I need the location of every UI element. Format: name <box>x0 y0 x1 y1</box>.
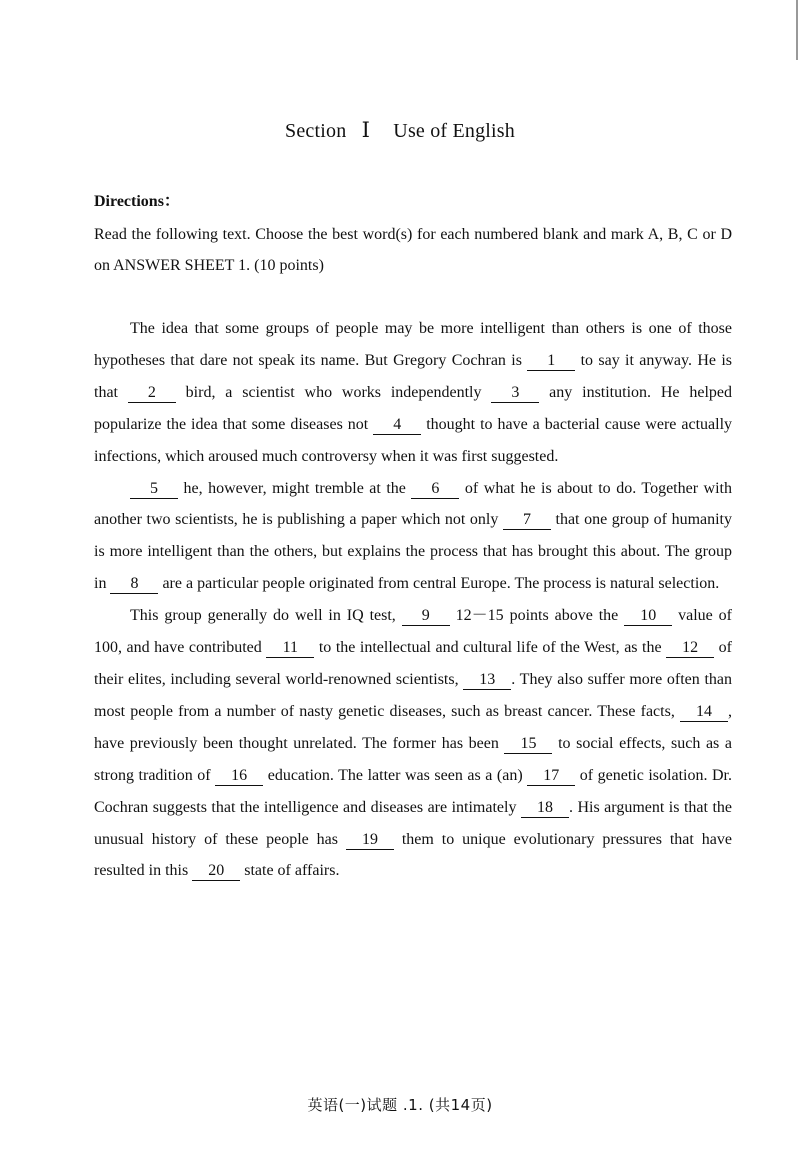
passage-text: state of affairs. <box>240 862 340 880</box>
passage-text: . They also suffer more often than most people from a number of nasty genetic diseases, such as breast cancer. These facts, <box>94 670 733 720</box>
blank-5: 5 <box>130 480 178 499</box>
section-label: Section <box>285 120 347 142</box>
passage-text: value of 100, and have contributed <box>94 607 732 657</box>
section-roman-numeral: Ⅰ <box>361 118 371 142</box>
passage-text: . His argument is that the unusual history of these people has <box>94 798 732 848</box>
passage-text: them to unique evolutionary pressures that have resulted in this <box>94 830 732 880</box>
blank-16: 16 <box>215 767 263 786</box>
passage-text: to the intellectual and cultural life of the West, as the <box>314 639 667 657</box>
blank-15: 15 <box>504 735 552 754</box>
blank-17: 17 <box>527 767 575 786</box>
passage-text: are a particular people originated from central Europe. The process is natural selection. <box>158 575 720 593</box>
passage-text: , have previously been thought unrelated. The former has been <box>94 702 732 752</box>
directions-text: Read the following text. Choose the best word(s) for each numbered blank and mark A, B, C or D on ANSWER SHEET 1. (10 points) <box>94 226 732 274</box>
passage-text: to social effects, such as a strong tradition of <box>94 734 732 784</box>
passage-paragraph-3 <box>94 600 732 887</box>
passage-text: The idea that some groups of people may be more intelligent than others is one of those hypotheses that dare not speak its name. But Gregory Cochran is <box>94 320 732 369</box>
passage-text: education. The latter was seen as a (an) <box>263 766 528 784</box>
passage-text: 12－15 points above the <box>449 607 625 625</box>
passage-text: thought to have a bacterial cause were actually infections, which aroused much controversy when it was first suggested. <box>94 415 733 465</box>
blank-14: 14 <box>680 703 728 722</box>
passage-text: bird, a scientist who works independently <box>175 383 492 401</box>
blank-10: 10 <box>624 607 672 626</box>
passage-text: of genetic isolation. Dr. Cochran suggests that the intelligence and diseases are intimately <box>94 766 732 816</box>
scan-edge-mark <box>796 0 798 60</box>
blank-18: 18 <box>521 799 569 818</box>
directions-heading: Directions： <box>94 193 180 210</box>
blank-3: 3 <box>491 384 539 403</box>
blank-12: 12 <box>666 639 714 658</box>
reading-passage <box>94 313 732 887</box>
passage-text: to say it anyway. He is that <box>94 351 732 401</box>
blank-2: 2 <box>128 384 176 403</box>
passage-text: any institution. He helped popularize the idea that some diseases not <box>94 383 733 433</box>
passage-text: of their elites, including several world-renowned scientists, <box>94 639 733 688</box>
passage-text: that one group of humanity is more intelligent than the others, but explains the process that has brought this about. The group in <box>94 511 733 593</box>
blank-19: 19 <box>346 831 394 850</box>
passage-text: he, however, might tremble at the <box>178 479 412 497</box>
passage-paragraph-1 <box>94 313 732 473</box>
blank-11: 11 <box>266 639 314 658</box>
passage-paragraph-2 <box>94 473 732 601</box>
blank-8: 8 <box>110 575 158 594</box>
passage-text: of what he is about to do. Together with another two scientists, he is publishing a paper which not only <box>94 479 733 529</box>
blank-6: 6 <box>411 480 459 499</box>
blank-9: 9 <box>402 607 450 626</box>
blank-1: 1 <box>527 352 575 371</box>
blank-13: 13 <box>463 671 511 690</box>
page-footer: 英语(一)试题 .1. (共14页) <box>307 1096 493 1114</box>
section-title <box>0 118 800 143</box>
passage-text: This group generally do well in IQ test, <box>130 607 402 625</box>
blank-4: 4 <box>373 416 421 435</box>
section-name: Use of English <box>393 120 515 142</box>
blank-7: 7 <box>503 511 551 530</box>
blank-20: 20 <box>192 862 240 881</box>
